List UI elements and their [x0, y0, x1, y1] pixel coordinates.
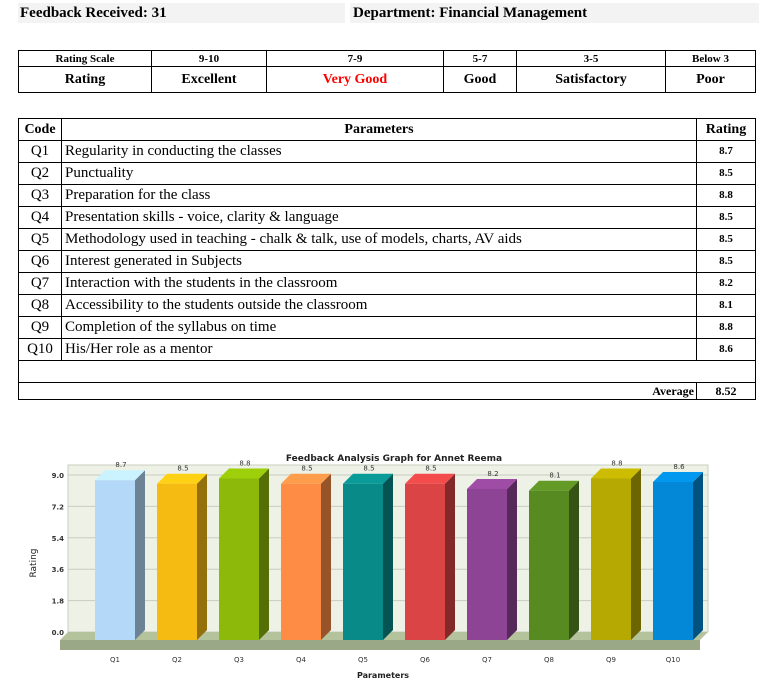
bar [281, 484, 321, 640]
bar [219, 478, 259, 640]
scale-range: 9-10 [152, 51, 267, 67]
bar [343, 484, 383, 640]
row-code: Q1 [19, 141, 62, 163]
row-rating: 8.5 [697, 163, 756, 185]
bar-side [197, 474, 207, 640]
row-rating: 8.2 [697, 273, 756, 295]
bar [653, 482, 693, 640]
data-label: 8.5 [425, 464, 437, 473]
table-row [19, 273, 756, 295]
bar-side [569, 481, 579, 640]
row-code: Q4 [19, 207, 62, 229]
bar-side [135, 470, 145, 640]
empty-cell [19, 361, 756, 383]
x-tick-label: Q10 [665, 656, 681, 664]
bar-side [693, 472, 703, 640]
chart-title: Feedback Analysis Graph for Annet Reema [285, 454, 503, 464]
data-label: 8.8 [239, 459, 251, 468]
x-tick-label: Q8 [544, 656, 554, 664]
y-tick-label: 7.2 [51, 503, 64, 512]
department-name: Department: Financial Management [350, 3, 759, 23]
row-parameter: Completion of the syllabus on time [62, 317, 697, 339]
data-label: 8.8 [611, 459, 623, 468]
table-header [19, 119, 756, 141]
rating-header: Rating [697, 119, 756, 141]
rating-name-highlighted: Very Good [267, 67, 444, 93]
rating-scale-table [18, 50, 756, 93]
row-parameter: His/Her role as a mentor [62, 339, 697, 361]
rating-name: Satisfactory [517, 67, 666, 93]
average-label: Average [19, 383, 697, 400]
row-rating: 8.8 [697, 185, 756, 207]
y-tick-label: 5.4 [51, 534, 64, 543]
x-tick-label: Q9 [606, 656, 616, 664]
row-parameter: Punctuality [62, 163, 697, 185]
row-code: Q9 [19, 317, 62, 339]
bar [95, 480, 135, 640]
table-row [19, 185, 756, 207]
row-rating: 8.5 [697, 207, 756, 229]
table-row [19, 317, 756, 339]
scale-range: 3-5 [517, 51, 666, 67]
bar-side [383, 474, 393, 640]
x-tick-label: Q1 [110, 656, 120, 664]
y-tick-label: 9.0 [51, 472, 64, 480]
data-label: 8.1 [549, 471, 561, 480]
row-rating: 8.5 [697, 229, 756, 251]
rating-name: Poor [666, 67, 756, 93]
table-row [19, 251, 756, 273]
table-row [19, 295, 756, 317]
row-rating: 8.1 [697, 295, 756, 317]
table-row [19, 163, 756, 185]
row-rating: 8.5 [697, 251, 756, 273]
table-row [19, 339, 756, 361]
bar [591, 478, 631, 640]
row-code: Q2 [19, 163, 62, 185]
x-tick-label: Q6 [420, 656, 430, 664]
table-row [19, 229, 756, 251]
row-parameter: Preparation for the class [62, 185, 697, 207]
x-tick-label: Q4 [296, 656, 306, 664]
x-axis-label: Parameters [356, 671, 410, 680]
table-row [19, 207, 756, 229]
code-header: Code [19, 119, 62, 141]
bar [467, 489, 507, 640]
rating-name-row [19, 67, 756, 93]
x-tick-label: Q5 [358, 656, 368, 664]
table-row [19, 141, 756, 163]
row-code: Q10 [19, 339, 62, 361]
x-tick-label: Q3 [234, 656, 244, 664]
bar-side [507, 479, 517, 640]
rating-label: Rating [19, 67, 152, 93]
average-row [19, 383, 756, 400]
bar-side [445, 474, 455, 640]
bar [529, 491, 569, 640]
row-rating: 8.8 [697, 317, 756, 339]
rating-scale-row [19, 51, 756, 67]
feedback-count: Feedback Received: 31 [18, 3, 345, 23]
row-parameter: Methodology used in teaching - chalk & talk, use of models, charts, AV aids [62, 229, 697, 251]
data-label: 8.2 [487, 469, 499, 478]
row-rating: 8.6 [697, 339, 756, 361]
row-code: Q8 [19, 295, 62, 317]
data-label: 8.5 [363, 464, 375, 473]
data-label: 8.7 [115, 461, 127, 470]
bar-side [321, 474, 331, 640]
row-code: Q7 [19, 273, 62, 295]
bar [157, 484, 197, 640]
data-label: 8.5 [177, 464, 189, 473]
scale-range: Below 3 [666, 51, 756, 67]
parameters-header: Parameters [62, 119, 697, 141]
rating-name: Good [444, 67, 517, 93]
feedback-bar-chart [18, 440, 718, 684]
scale-range: 7-9 [267, 51, 444, 67]
empty-row [19, 361, 756, 383]
y-tick-label: 0.0 [51, 629, 64, 637]
row-parameter: Regularity in conducting the classes [62, 141, 697, 163]
chart-floor-front [60, 640, 700, 650]
x-tick-label: Q2 [172, 656, 182, 664]
average-value: 8.52 [697, 383, 756, 400]
row-rating: 8.7 [697, 141, 756, 163]
y-tick-label: 3.6 [51, 566, 64, 575]
row-parameter: Interest generated in Subjects [62, 251, 697, 273]
y-axis-label: Rating [29, 548, 39, 578]
bar-side [259, 468, 269, 640]
bar-side [631, 468, 641, 640]
x-tick-label: Q7 [482, 656, 492, 664]
row-code: Q5 [19, 229, 62, 251]
row-parameter: Presentation skills - voice, clarity & language [62, 207, 697, 229]
row-code: Q3 [19, 185, 62, 207]
scale-range: 5-7 [444, 51, 517, 67]
rating-scale-label: Rating Scale [19, 51, 152, 67]
y-tick-label: 1.8 [51, 597, 64, 606]
row-parameter: Interaction with the students in the classroom [62, 273, 697, 295]
rating-name: Excellent [152, 67, 267, 93]
row-parameter: Accessibility to the students outside the classroom [62, 295, 697, 317]
bar [405, 484, 445, 640]
parameters-table [18, 118, 756, 400]
row-code: Q6 [19, 251, 62, 273]
data-label: 8.5 [301, 464, 313, 473]
data-label: 8.6 [673, 462, 685, 471]
